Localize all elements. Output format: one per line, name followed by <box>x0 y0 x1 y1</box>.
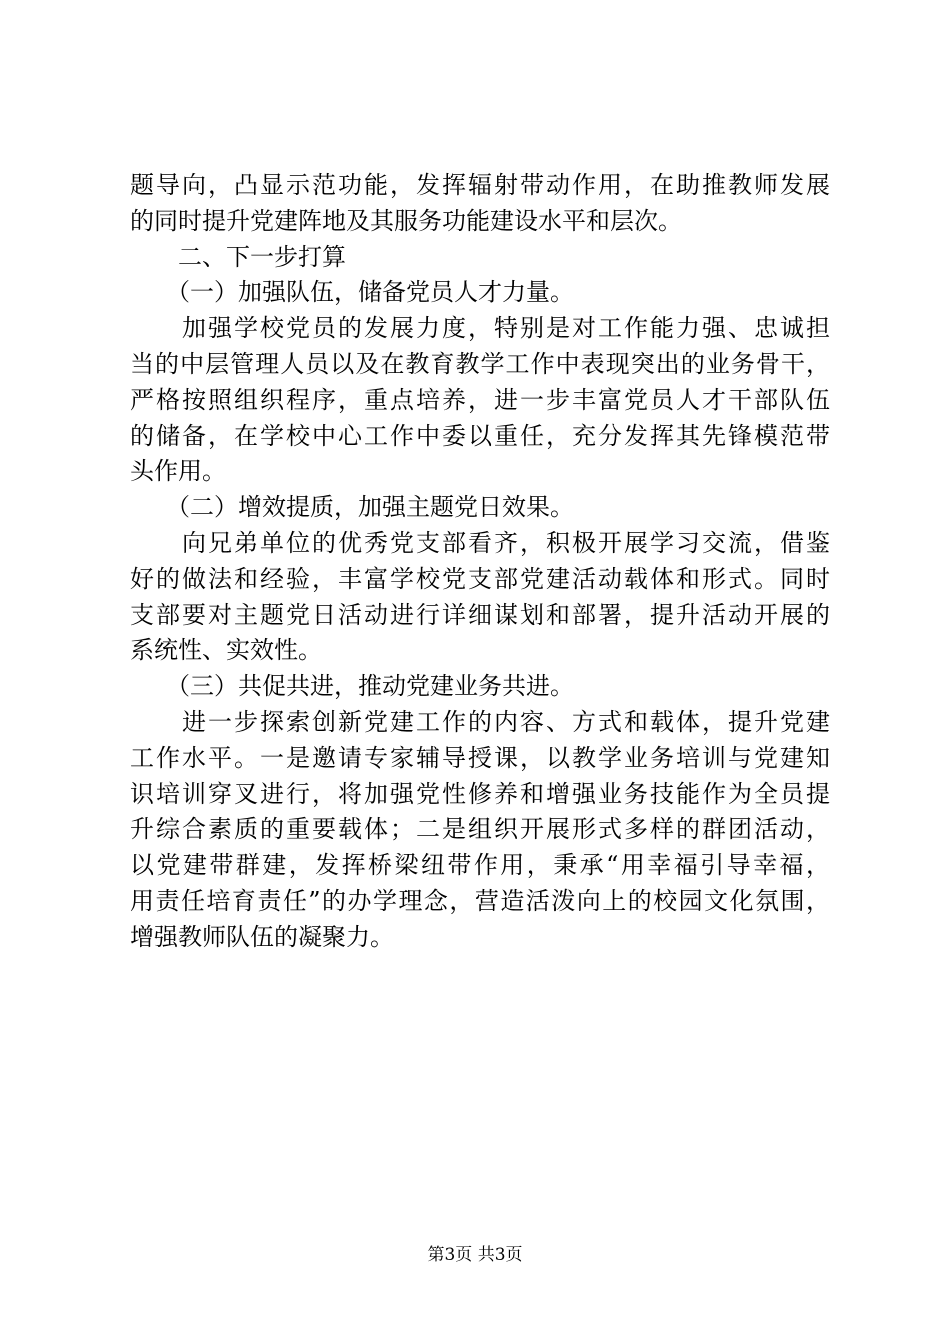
text-line: 题导向，凸显示范功能，发挥辐射带动作用，在助推教师发展 <box>130 171 830 199</box>
text-line: 的同时提升党建阵地及其服务功能建设水平和层次。 <box>130 206 682 235</box>
text-line: 加强学校党员的发展力度，特别是对工作能力强、忠诚担 <box>130 314 830 343</box>
text-line: 的储备，在学校中心工作中委以重任，充分发挥其先锋模范带 <box>130 421 830 450</box>
subsection-heading: （一）加强队伍，储备党员人才力量。 <box>130 278 574 307</box>
subsection-heading: （三）共促共进，推动党建业务共进。 <box>130 672 574 701</box>
text-line: 好的做法和经验，丰富学校党支部党建活动载体和形式。同时 <box>130 564 830 593</box>
text-line: 进一步探索创新党建工作的内容、方式和载体，提升党建 <box>130 707 830 736</box>
text-line: 头作用。 <box>130 457 226 486</box>
text-line: 以党建带群建，发挥桥梁纽带作用，秉承“用幸福引导幸福， <box>130 851 830 880</box>
text-line: 系统性、实效性。 <box>130 636 322 665</box>
text-line: 升综合素质的重要载体；二是组织开展形式多样的群团活动， <box>130 815 830 844</box>
text-line: 支部要对主题党日活动进行详细谋划和部署，提升活动开展的 <box>130 600 830 629</box>
text-line: 增强教师队伍的凝聚力。 <box>130 922 394 951</box>
document-body <box>130 168 830 956</box>
page-number-footer: 第3页 共3页 <box>427 1245 523 1265</box>
text-line: 工作水平。一是邀请专家辅导授课，以教学业务培训与党建知 <box>130 743 830 772</box>
text-line: 当的中层管理人员以及在教育教学工作中表现突出的业务骨干， <box>130 349 830 378</box>
text-line: 识培训穿叉进行，将加强党性修养和增强业务技能作为全员提 <box>130 779 830 808</box>
text-line: 向兄弟单位的优秀党支部看齐，积极开展学习交流，借鉴 <box>130 528 830 557</box>
subsection-heading: （二）增效提质，加强主题党日效果。 <box>130 493 574 522</box>
text-line: 严格按照组织程序，重点培养，进一步丰富党员人才干部队伍 <box>130 385 830 414</box>
section-heading: 二、下一步打算 <box>130 242 346 271</box>
text-line: 用责任培育责任”的办学理念，营造活泼向上的校园文化氛围， <box>130 886 830 915</box>
